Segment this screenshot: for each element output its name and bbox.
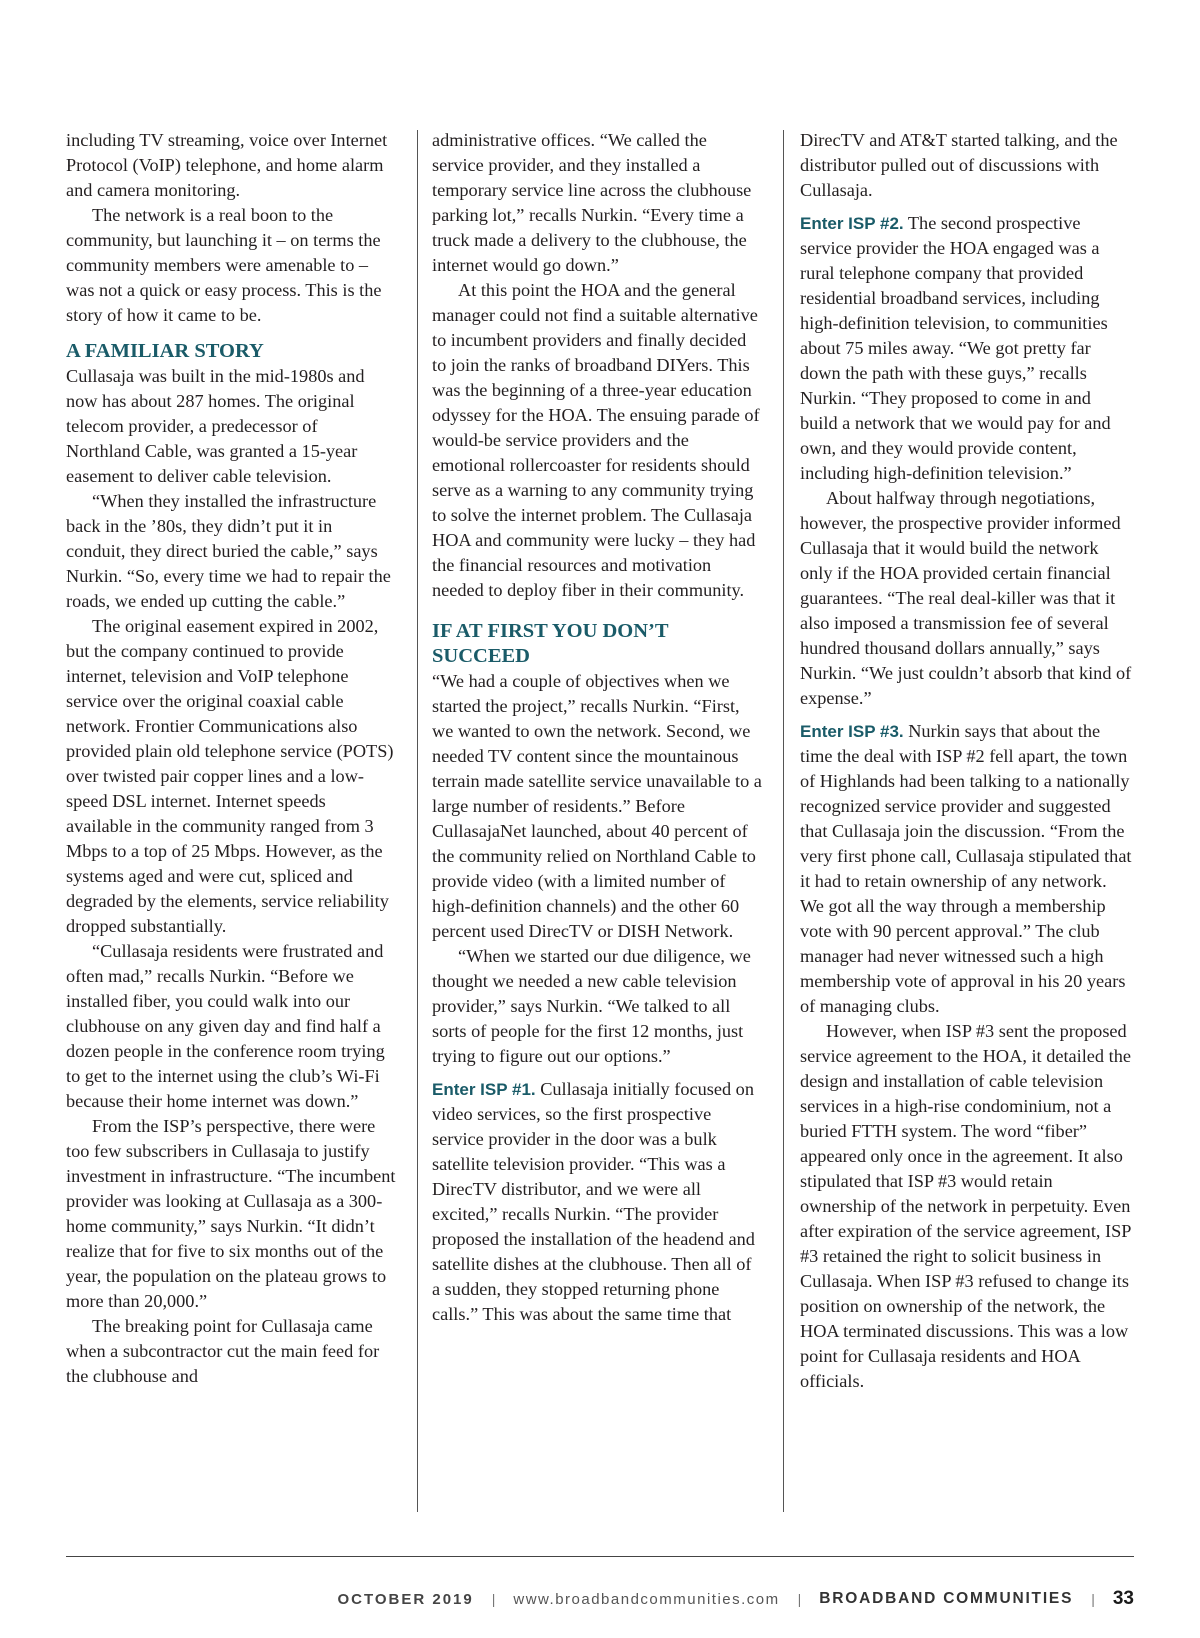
paragraph: At this point the HOA and the general manager could not find a suitable alternative to incumbent providers and finally decided to join the ranks of broadband DIYers. This was the beginning of a three-year education odyssey for the HOA. The ensuing parade of would-be service providers and the emotional rollercoaster for residents should serve as a warning to any community trying to solve the internet problem. The Cullasaja HOA and community were lucky – they had the financial resources and motivation needed to deploy fiber in their community. bbox=[432, 280, 760, 600]
paragraph-text: Cullasaja initially focused on video services, so the first prospective service provider in the door was a bulk satellite television provider. “This was a DirecTV distributor, and we were all excited,” recalls Nurkin. “The provider proposed the installation of the headend and satellite dishes at the clubhouse. Then all of a sudden, they stopped returning phone calls.” This was about the same time that bbox=[432, 1079, 755, 1324]
footer-date: OCTOBER 2019 bbox=[337, 1590, 474, 1608]
paragraph-lead-in: Enter ISP #3. bbox=[800, 722, 904, 741]
paragraph: “Cullasaja residents were frustrated and often mad,” recalls Nurkin. “Before we installed fiber, you could walk into our clubhouse on any given day and find half a dozen people in the conference room trying to get to the internet using the club’s Wi-Fi because their home internet was down.” bbox=[66, 941, 385, 1111]
section-heading: A FAMILIAR STORY bbox=[66, 340, 264, 362]
article-column-3 bbox=[800, 128, 1133, 1518]
paragraph: administrative offices. “We called the service provider, and they installed a temporary service line across the clubhouse parking lot,” recalls Nurkin. “Every time a truck made a delivery to the clubhouse, the internet would go down.” bbox=[432, 130, 752, 275]
footer-magazine-name: BROADBAND COMMUNITIES bbox=[819, 1590, 1074, 1607]
paragraph bbox=[800, 719, 1133, 1019]
paragraph: Cullasaja was built in the mid-1980s and now has about 287 homes. The original telecom provider, a predecessor of Northland Cable, was granted a 15-year easement to deliver cable television. bbox=[66, 366, 365, 486]
paragraph: “When we started our due diligence, we thought we needed a new cable television provider,” says Nurkin. “We talked to all sorts of people for the first 12 months, just trying to figure out our options.” bbox=[432, 946, 751, 1066]
paragraph: DirecTV and AT&T started talking, and the distributor pulled out of discussions with Cullasaja. bbox=[800, 130, 1118, 200]
paragraph bbox=[432, 1077, 762, 1327]
article-column-2 bbox=[432, 128, 762, 1518]
paragraph: From the ISP’s perspective, there were too few subscribers in Cullasaja to justify investment in infrastructure. “The incumbent provider was looking at Cullasaja as a 300-home community,” says Nurkin. “It didn’t realize that for five to six months out of the year, the population on the plateau grows to more than 20,000.” bbox=[66, 1116, 396, 1311]
page-number: 33 bbox=[1112, 1588, 1134, 1609]
paragraph bbox=[800, 211, 1133, 486]
section-heading: IF AT FIRST YOU DON’T SUCCEED bbox=[432, 620, 669, 667]
paragraph-lead-in: Enter ISP #2. bbox=[800, 214, 904, 233]
paragraph: The original easement expired in 2002, but the company continued to provide internet, television and VoIP telephone service over the original coaxial cable network. Frontier Communications also provided plain old telephone service (POTS) over twisted pair copper lines and a low-speed DSL internet. Internet speeds available in the community ranged from 3 Mbps to a top of 25 Mbps. However, as the systems aged and were cut, spliced and degraded by the elements, service reliability dropped substantially. bbox=[66, 616, 394, 936]
paragraph: “We had a couple of objectives when we started the project,” recalls Nurkin. “First, we wanted to own the network. Second, we needed TV content since the mountainous terrain made satellite service unavailable to a large number of residents.” Before CullasajaNet launched, about 40 percent of the community relied on Northland Cable to provide video (with a limited number of high-definition channels) and the other 60 percent used DirecTV or DISH Network. bbox=[432, 671, 762, 941]
paragraph: “When they installed the infrastructure back in the ’80s, they didn’t put it in conduit, they direct buried the cable,” says Nurkin. “So, every time we had to repair the roads, we ended up cutting the cable.” bbox=[66, 491, 391, 611]
paragraph-lead-in: Enter ISP #1. bbox=[432, 1080, 536, 1099]
paragraph-text: Nurkin says that about the time the deal with ISP #2 fell apart, the town of Highlands had been talking to a nationally recognized service provider and suggested that Cullasaja join the discussion. “From the very first phone call, Cullasaja stipulated that it had to retain ownership of any network. We got all the way through a membership vote with 90 percent approval.” The club manager had never witnessed such a high membership vote of approval in his 20 years of managing clubs. bbox=[800, 721, 1132, 1016]
paragraph: About halfway through negotiations, however, the prospective provider informed Cullasaja that it would build the network only if the HOA provided certain financial guarantees. “The real deal-killer was that it also imposed a transmission fee of several hundred thousand dollars annually,” says Nurkin. “We just couldn’t absorb that kind of expense.” bbox=[800, 488, 1132, 708]
paragraph-text: The second prospective service provider the HOA engaged was a rural telephone company that provided residential broadband services, including high-definition television, to communities about 75 miles away. “We got pretty far down the path with these guys,” recalls Nurkin. “They proposed to come in and build a network that we would pay for and own, and they would provide content, including high-definition television.” bbox=[800, 213, 1111, 483]
footer-separator: | bbox=[797, 1591, 802, 1607]
article-column-1 bbox=[66, 128, 396, 1518]
column-divider bbox=[783, 130, 784, 1512]
paragraph: including TV streaming, voice over Internet Protocol (VoIP) telephone, and home alarm and camera monitoring. bbox=[66, 130, 388, 200]
paragraph: The breaking point for Cullasaja came when a subcontractor cut the main feed for the clubhouse and bbox=[66, 1316, 380, 1386]
page-footer bbox=[66, 1586, 1134, 1612]
column-divider bbox=[417, 130, 418, 1512]
footer-separator: | bbox=[1091, 1591, 1095, 1607]
footer-separator: | bbox=[491, 1591, 496, 1607]
footer-url: www.broadbandcommunities.com bbox=[513, 1590, 780, 1608]
paragraph: However, when ISP #3 sent the proposed service agreement to the HOA, it detailed the design and installation of cable television services in a high-rise condominium, not a buried FTTH system. The word “fiber” appeared only once in the agreement. It also stipulated that ISP #3 would retain ownership of the network in perpetuity. Even after expiration of the service agreement, ISP #3 retained the right to solicit business in Cullasaja. When ISP #3 refused to change its position on ownership of the network, the HOA terminated discussions. This was a low point for Cullasaja residents and HOA officials. bbox=[800, 1021, 1131, 1391]
paragraph: The network is a real boon to the community, but launching it – on terms the community members were amenable to – was not a quick or easy process. This is the story of how it came to be. bbox=[66, 205, 382, 325]
footer-rule bbox=[66, 1556, 1134, 1557]
